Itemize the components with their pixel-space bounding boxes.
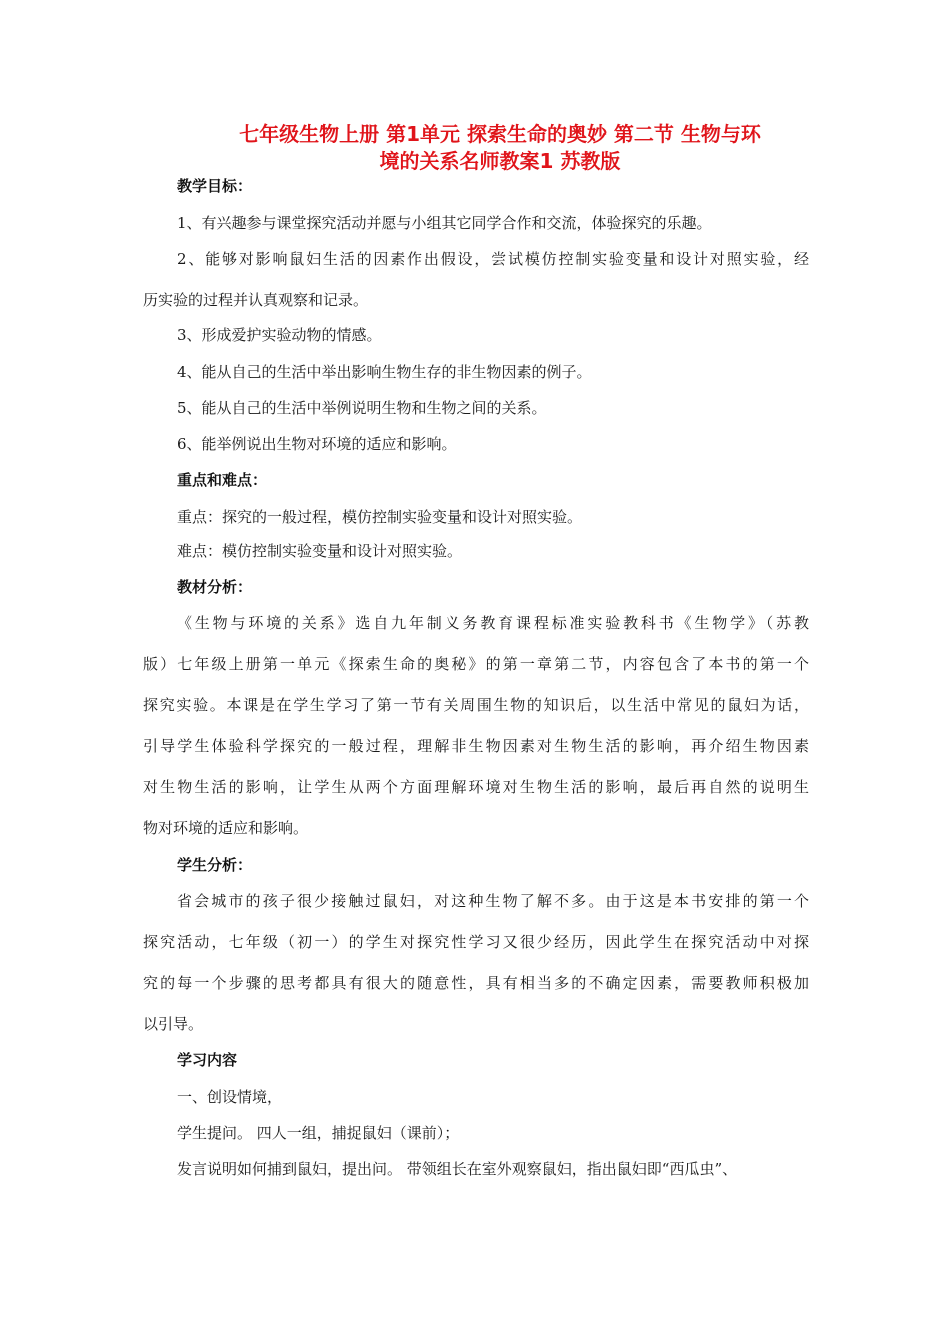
goal-item-1: 1、有兴趣参与课堂探究活动并愿与小组其它同学合作和交流，体验探究的乐趣。 (177, 214, 712, 232)
document-title (185, 121, 815, 175)
step-1-text: 一、创设情境， (177, 1088, 283, 1106)
student-analysis-line: 究的每一个步骤的思考都具有很大的随意性，具有相当多的不确定因素，需要教师积极加 (143, 974, 809, 992)
goal-item-2-line-2: 历实验的过程并认真观察和记录。 (143, 291, 369, 309)
heading-textbook-analysis: 教材分析： (177, 578, 253, 596)
textbook-analysis-paragraph (143, 613, 809, 859)
textbook-analysis-line: 对生物生活的影响，让学生从两个方面理解环境对生物生活的影响，最后再自然的说明生 (143, 778, 809, 796)
goal-item-5: 5、能从自己的生活中举例说明生物和生物之间的关系。 (177, 399, 547, 417)
speech-text: 发言说明如何捕到鼠妇，提出问。 带领组长在室外观察鼠妇，指出鼠妇即“西瓜虫”、 (177, 1160, 738, 1178)
heading-student-analysis: 学生分析： (177, 856, 253, 874)
goal-item-4: 4、能从自己的生活中举出影响生物生存的非生物因素的例子。 (177, 363, 592, 381)
student-analysis-line: 探究活动，七年级（初一）的学生对探究性学习又很少经历，因此学生在探究活动中对探 (143, 933, 809, 951)
textbook-analysis-line: 版）七年级上册第一单元《探索生命的奥秘》的第一章第二节，内容包含了本书的第一个 (143, 655, 809, 673)
title-line-2: 境的关系名师教案1 苏教版 (379, 149, 621, 173)
goal-item-2 (143, 249, 809, 331)
difficulty-text: 难点：模仿控制实验变量和设计对照实验。 (177, 542, 463, 560)
goal-item-2-line-1: 2、能够对影响鼠妇生活的因素作出假设，尝试模仿控制实验变量和设计对照实验，经 (177, 250, 809, 268)
student-analysis-line: 省会城市的孩子很少接触过鼠妇，对这种生物了解不多。由于这是本书安排的第一个 (177, 892, 809, 910)
title-line-1: 七年级生物上册 第1单元 探索生命的奥妙 第二节 生物与环 (239, 122, 761, 146)
student-question-text: 学生提问。 四人一组，捕捉鼠妇（课前）； (177, 1124, 460, 1142)
student-analysis-line: 以引导。 (143, 1015, 204, 1033)
heading-teaching-goals: 教学目标： (177, 177, 253, 195)
textbook-analysis-line: 探究实验。本课是在学生学习了第一节有关周围生物的知识后，以生活中常见的鼠妇为话， (143, 696, 809, 714)
goal-item-3: 3、形成爱护实验动物的情感。 (177, 326, 382, 344)
key-point-text: 重点：探究的一般过程，模仿控制实验变量和设计对照实验。 (177, 508, 583, 526)
textbook-analysis-line: 《生物与环境的关系》选自九年制义务教育课程标准实验教科书《生物学》（苏教 (177, 614, 809, 632)
heading-key-points: 重点和难点： (177, 471, 268, 489)
student-analysis-paragraph (143, 891, 809, 1055)
heading-learning-content: 学习内容 (177, 1051, 238, 1069)
textbook-analysis-line: 物对环境的适应和影响。 (143, 819, 309, 837)
goal-item-6: 6、能举例说出生物对环境的适应和影响。 (177, 435, 457, 453)
textbook-analysis-line: 引导学生体验科学探究的一般过程，理解非生物因素对生物生活的影响，再介绍生物因素 (143, 737, 809, 755)
